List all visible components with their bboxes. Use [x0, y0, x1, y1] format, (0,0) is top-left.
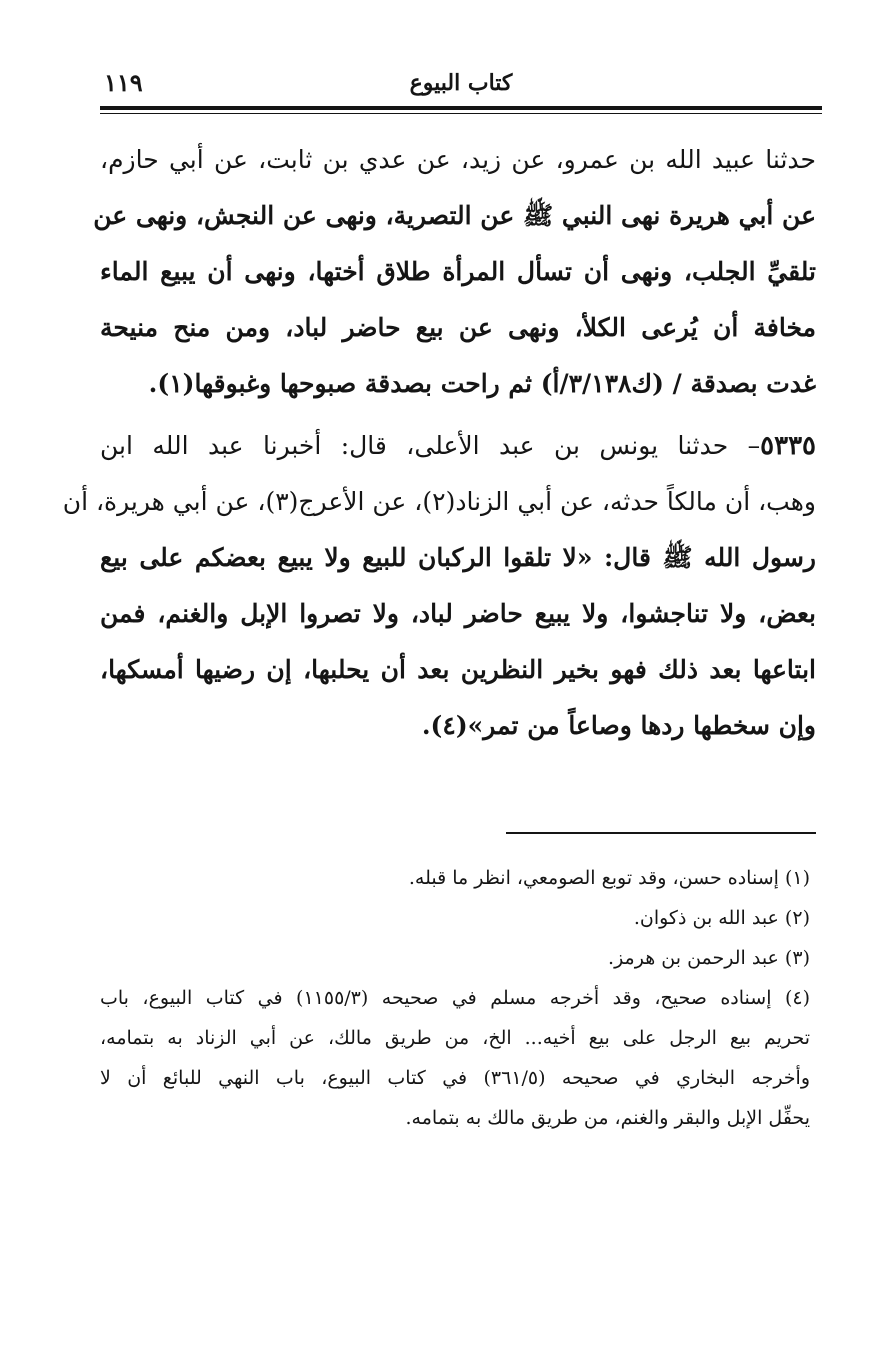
text-line [100, 418, 816, 474]
footnote-3: (٣) عبد الرحمن بن هرمز. [608, 947, 810, 969]
footnote-2: (٢) عبد الله بن ذكوان. [633, 907, 810, 929]
text-line: وهب، أن مالكاً حدثه، عن أبي الزناد(٢)، عن الأعرج(٣)، عن أبي هريرة، أن [62, 487, 816, 516]
footnotes [100, 858, 810, 1138]
paragraph-hadith-5334-tail [93, 132, 816, 412]
footnote-1: (١) إسناده حسن، وقد توبع الصومعي، انظر ما قبله. [408, 867, 810, 889]
footnote-4-line-3: وأخرجه البخاري في صحيحه (٣٦١/٥) في كتاب البيوع، باب النهي للبائع أن لا [100, 1067, 810, 1089]
text-line: غدت بصدقة / (ك٣/١٣٨/أ) ثم راحت بصدقة صبوحها وغبوقها(١). [148, 369, 816, 398]
header-rule-thin [100, 113, 822, 114]
footnote-4: (٤) إسناده صحيح، وقد أخرجه مسلم في صحيحه (١١٥٥/٣) في كتاب البيوع، باب [100, 987, 810, 1009]
text-line: تلقيِّ الجلب، ونهى أن تسأل المرأة طلاق أختها، ونهى أن يبيع الماء [100, 257, 816, 286]
page-number: ١١٩ [104, 68, 143, 97]
text-line: بعض، ولا تناجشوا، ولا يبيع حاضر لباد، ولا تصروا الإبل والغنم، فمن [100, 599, 816, 628]
header-rule-thick [100, 106, 822, 110]
text-line: حدثنا عبيد الله بن عمرو، عن زيد، عن عدي بن ثابت، عن أبي حازم، [100, 145, 816, 174]
paragraph-hadith-5335 [62, 418, 816, 754]
text-line-content: – حدثنا يونس بن عبد الأعلى، قال: أخبرنا عبد الله ابن [100, 431, 761, 460]
main-text [62, 132, 816, 754]
chapter-title: كتاب البيوع [409, 70, 513, 96]
footnote-separator [506, 832, 816, 834]
running-header [100, 64, 822, 104]
text-line: ابتاعها بعد ذلك فهو بخير النظرين بعد أن يحلبها، إن رضيها أمسكها، [100, 655, 816, 684]
text-line: رسول الله ﷺ قال: «لا تلقوا الركبان للبيع ولا يبيع بعضكم على بيع [100, 543, 816, 572]
footnote-4-line-2: تحريم بيع الرجل على بيع أخيه... الخ، من طريق مالك، عن أبي الزناد به بتمامه، [100, 1027, 810, 1049]
text-line: وإن سخطها ردها وصاعاً من تمر»(٤). [421, 711, 816, 740]
hadith-number: ٥٣٣٥ [760, 431, 816, 461]
text-line: مخافة أن يُرعى الكلأ، ونهى عن بيع حاضر لباد، ومن منح منيحة [100, 313, 816, 342]
footnote-4-line-4: يحفِّل الإبل والبقر والغنم، من طريق مالك به بتمامه. [405, 1107, 810, 1129]
text-line: عن أبي هريرة نهى النبي ﷺ عن التصرية، ونهى عن النجش، ونهى عن [93, 201, 816, 230]
